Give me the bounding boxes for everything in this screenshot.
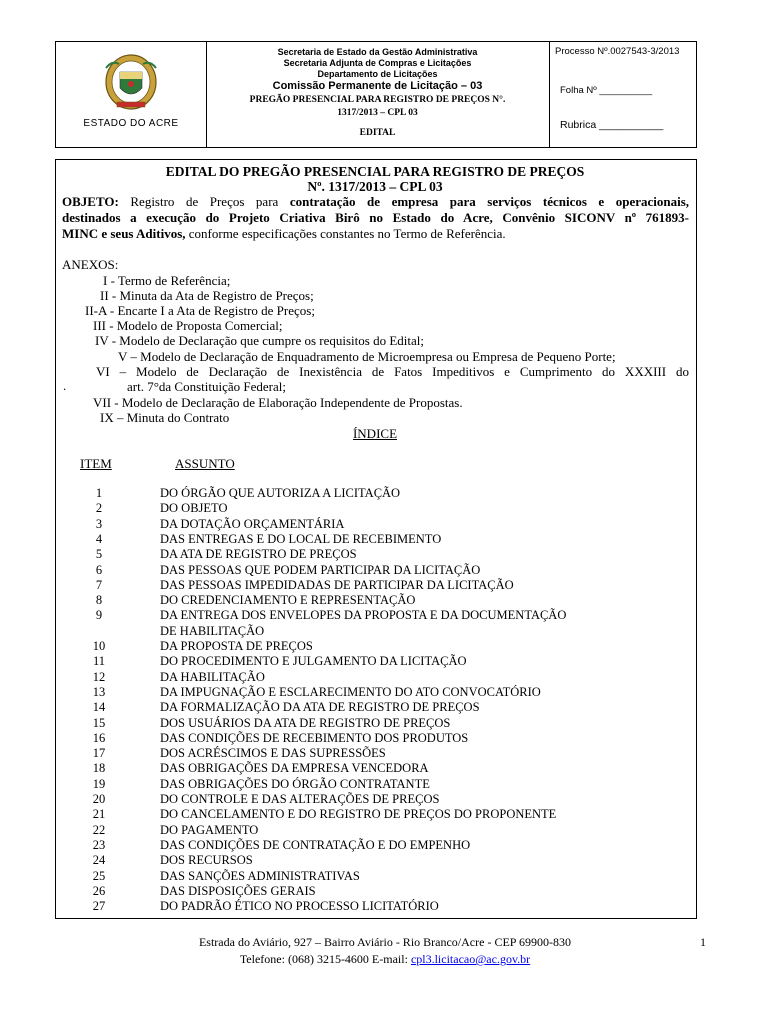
objeto-intro: Registro de Preços para — [130, 194, 279, 209]
header-pregao-number: 1317/2013 – CPL 03 — [337, 108, 418, 118]
index-item-number: 1 — [95, 486, 103, 500]
index-item-subject: DAS SANÇÕES ADMINISTRATIVAS — [160, 868, 360, 883]
index-item-subject: DOS USUÁRIOS DA ATA DE REGISTRO DE PREÇOS — [160, 715, 451, 730]
index-item-number: 24 — [92, 853, 106, 868]
index-item-number: 16 — [92, 730, 106, 745]
index-item-number: 27 — [92, 899, 106, 914]
index-item-subject: DA PROPOSTA DE PREÇOS — [160, 639, 313, 653]
anexo-item: IV - Modelo de Declaração que cumpre os requisitos do Edital; — [95, 333, 424, 348]
index-item-number: 6 — [95, 562, 103, 577]
index-item-subject: DAS ENTREGAS E DO LOCAL DE RECEBIMENTO — [160, 531, 442, 546]
index-item-subject: DO PAGAMENTO — [160, 822, 259, 837]
objeto-line-2: destinados a execução do Projeto Criativa Birô no Estado do Acre, Convênio SICONV nº 761893- — [62, 210, 689, 225]
document-header — [55, 41, 697, 148]
objeto-line-1 — [62, 194, 689, 209]
anexo-item: VI – Modelo de Declaração de Inexistência de Fatos Impeditivos e Cumprimento do XXXIII do — [96, 364, 689, 379]
stray-dot: . — [63, 378, 67, 393]
footer-contact — [0, 952, 770, 967]
state-coat-of-arms-icon — [103, 52, 159, 112]
objeto-description: contratação de empresa para serviços técnicos e operacionais, — [289, 194, 690, 209]
index-item-number: 18 — [92, 761, 106, 776]
anexo-item: VII - Modelo de Declaração de Elaboração Independente de Propostas. — [93, 395, 463, 410]
index-item-number: 14 — [92, 700, 106, 715]
item-column-header: ITEM — [80, 456, 112, 471]
index-item-number: 13 — [92, 684, 106, 699]
index-item-number: 20 — [92, 792, 106, 806]
index-item-subject: DO PADRÃO ÉTICO NO PROCESSO LICITATÓRIO — [160, 899, 439, 914]
anexo-item: IX – Minuta do Contrato — [100, 410, 230, 425]
index-item-subject: DAS PESSOAS IMPEDIDADAS DE PARTICIPAR DA LICITAÇÃO — [160, 577, 514, 592]
objeto-label: OBJETO: — [62, 194, 119, 209]
footer-email-link[interactable]: cpl3.licitacao@ac.gov.br — [410, 952, 531, 966]
index-item-number: 21 — [92, 807, 106, 822]
header-secretaria-adjunta: Secretaria Adjunta de Compras e Licitações — [283, 58, 472, 68]
objeto-conforme: conforme especificações constantes no Termo de Referência. — [188, 226, 506, 241]
doc-title: EDITAL DO PREGÃO PRESENCIAL PARA REGISTRO DE PREÇOS — [165, 164, 585, 179]
indice-heading: ÍNDICE — [352, 426, 398, 441]
index-item-subject: DAS CONDIÇÕES DE CONTRATAÇÃO E DO EMPENHO — [160, 837, 471, 852]
anexo-item-continuation: art. 7°da Constituição Federal; — [127, 379, 286, 394]
folha-field: Folha Nº __________ — [560, 85, 653, 96]
index-item-subject: DO CANCELAMENTO E DO REGISTRO DE PREÇOS DO PROPONENTE — [160, 807, 557, 822]
anexos-label: ANEXOS: — [62, 257, 119, 272]
header-secretaria: Secretaria de Estado da Gestão Administrativa — [277, 47, 478, 57]
index-item-number: 3 — [95, 516, 103, 531]
objeto-line-3 — [62, 226, 506, 241]
header-process-cell — [549, 42, 697, 147]
index-item-number: 4 — [95, 531, 103, 546]
index-item-subject: DOS RECURSOS — [160, 853, 253, 868]
anexo-item: II - Minuta da Ata de Registro de Preços; — [100, 288, 314, 303]
assunto-column-header: ASSUNTO — [175, 456, 235, 471]
index-item-subject: DAS OBRIGAÇÕES DA EMPRESA VENCEDORA — [160, 761, 429, 776]
logo-label: ESTADO DO ACRE — [83, 118, 179, 129]
index-item-number: 8 — [95, 593, 103, 608]
index-item-subject: DO PROCEDIMENTO E JULGAMENTO DA LICITAÇÃO — [160, 654, 467, 669]
doc-title-number: Nº. 1317/2013 – CPL 03 — [307, 179, 443, 194]
index-item-subject: DA ENTREGA DOS ENVELOPES DA PROPOSTA E DA DOCUMENTAÇÃO — [160, 608, 567, 623]
index-item-number: 19 — [92, 776, 106, 791]
index-item-subject: DO CONTROLE E DAS ALTERAÇÕES DE PREÇOS — [160, 792, 440, 806]
footer-address: Estrada do Aviário, 927 – Bairro Aviário - Rio Branco/Acre - CEP 69900-830 — [198, 935, 572, 949]
index-item-number: 2 — [95, 501, 103, 516]
header-logo-cell — [56, 42, 207, 147]
header-comissao: Comissão Permanente de Licitação – 03 — [272, 80, 483, 92]
index-item-subject: DAS OBRIGAÇÕES DO ÓRGÃO CONTRATANTE — [160, 776, 430, 791]
index-item-subject: DA HABILITAÇÃO — [160, 669, 265, 684]
index-item-number: 11 — [92, 654, 106, 669]
index-item-subject: DO OBJETO — [160, 501, 228, 516]
index-item-subject: DA FORMALIZAÇÃO DA ATA DE REGISTRO DE PREÇOS — [160, 700, 480, 715]
index-item-number: 23 — [92, 837, 106, 852]
anexo-item: III - Modelo de Proposta Comercial; — [93, 318, 283, 333]
index-item-subject: DAS DISPOSIÇÕES GERAIS — [160, 883, 316, 898]
index-item-subject: DOS ACRÉSCIMOS E DAS SUPRESSÕES — [160, 746, 386, 761]
anexo-item: I - Termo de Referência; — [103, 273, 231, 288]
header-departamento: Departamento de Licitações — [317, 69, 438, 79]
index-item-number: 17 — [92, 746, 106, 761]
index-item-number: 25 — [92, 868, 106, 883]
index-item-number: 9 — [95, 608, 103, 623]
index-item-subject: DO ÓRGÃO QUE AUTORIZA A LICITAÇÃO — [160, 486, 401, 500]
index-item-number: 7 — [95, 577, 103, 592]
index-item-number: 10 — [92, 639, 106, 653]
index-item-number: 26 — [92, 883, 106, 898]
objeto-minc: MINC e seus Aditivos, — [62, 226, 186, 241]
index-item-subject: DO CREDENCIAMENTO E REPRESENTAÇÃO — [160, 593, 416, 608]
index-item-subject: DAS PESSOAS QUE PODEM PARTICIPAR DA LICITAÇÃO — [160, 562, 481, 577]
index-item-number: 12 — [92, 669, 106, 684]
index-item-subject: DA DOTAÇÃO ORÇAMENTÁRIA — [160, 516, 345, 531]
index-item-subject: DA ATA DE REGISTRO DE PREÇOS — [160, 547, 357, 562]
index-item-number: 5 — [95, 547, 103, 562]
index-item-subject: DE HABILITAÇÃO — [160, 623, 265, 638]
anexo-item: II-A - Encarte I a Ata de Registro de Preços; — [85, 303, 315, 318]
header-edital: EDITAL — [359, 128, 396, 138]
header-pregao: PREGÃO PRESENCIAL PARA REGISTRO DE PREÇOS N°. — [249, 95, 506, 105]
processo-number: Processo Nº.0027543-3/2013 — [555, 46, 680, 57]
anexo-item: V – Modelo de Declaração de Enquadramento de Microempresa ou Empresa de Pequeno Porte; — [118, 349, 616, 364]
index-item-subject: DAS CONDIÇÕES DE RECEBIMENTO DOS PRODUTOS — [160, 730, 469, 745]
page-number: 1 — [700, 935, 706, 949]
index-item-number: 15 — [92, 715, 106, 730]
rubrica-field: Rubrica ___________ — [560, 119, 664, 131]
index-item-subject: DA IMPUGNAÇÃO E ESCLARECIMENTO DO ATO CONVOCATÓRIO — [160, 684, 541, 699]
index-item-number: 22 — [92, 822, 106, 837]
footer-phone: Telefone: (068) 3215-4600 E-mail: — [239, 952, 408, 966]
